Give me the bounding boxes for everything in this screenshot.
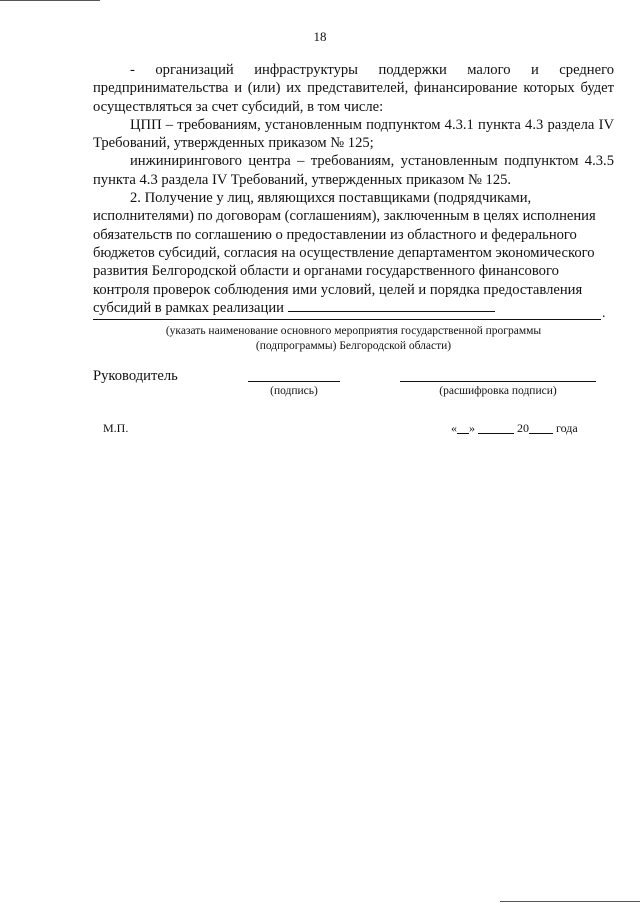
- paragraph-consent-text: 2. Получение у лиц, являющихся поставщиками (подрядчиками, исполнителями) по договорам (соглашениям), заключенным в целях исполнения обязательств по соглашению о предоставлении из областного и федерального бюджетов субсидий, согласия на осуществление департаментом экономического развития Белгородской области и органами государственного финансового контроля проверок соблюдения ими условий, целей и порядка предоставления субсидий в рамках реализации: [93, 190, 596, 316]
- date-close-quote: »: [469, 421, 475, 435]
- date-open-quote: «: [451, 421, 457, 435]
- date-day: __: [457, 421, 469, 435]
- paragraph-consent: [93, 189, 614, 317]
- caption-line-1: (указать наименование основного мероприятия государственной программы: [165, 325, 542, 337]
- signature-decoding-caption: (расшифровка подписи): [439, 385, 557, 397]
- document-body: [93, 61, 614, 317]
- date-year-suffix: ____: [529, 421, 553, 435]
- caption-line-2: (подпрограммы) Белгородской области): [255, 340, 452, 352]
- signature-caption: (подпись): [270, 385, 318, 397]
- paragraph-cpp: ЦПП – требованиям, установленным подпунктом 4.3.1 пункта 4.3 раздела IV Требований, утвержденных приказом № 125;: [93, 116, 614, 152]
- trailing-dot: .: [602, 306, 606, 321]
- signature-line: [248, 381, 340, 382]
- date-month: ______: [478, 421, 514, 435]
- signer-label: Руководитель: [93, 368, 178, 384]
- scan-edge-top: [0, 0, 100, 1]
- paragraph-engineering-center: инжинирингового центра – требованиям, установленным подпунктом 4.3.5 пункта 4.3 раздела IV Требований, утвержденных приказом № 125.: [93, 153, 614, 188]
- date-year-prefix: 20: [517, 421, 529, 435]
- page-number: 18: [313, 29, 327, 44]
- program-name-fill-line-2: [93, 319, 601, 320]
- scan-edge-bottom: [500, 901, 640, 902]
- date-field: [451, 421, 578, 436]
- paragraph-organizations: - организаций инфраструктуры поддержки малого и среднего предпринимательства и (или) их представителей, финансирование которых будет осуществляться за счет субсидий, в том числе:: [93, 62, 614, 115]
- date-word: года: [556, 421, 578, 435]
- signature-decoding-line: [400, 381, 596, 382]
- stamp-label: М.П.: [103, 421, 129, 435]
- program-name-caption: [93, 324, 614, 354]
- program-name-fill-line: [288, 299, 495, 312]
